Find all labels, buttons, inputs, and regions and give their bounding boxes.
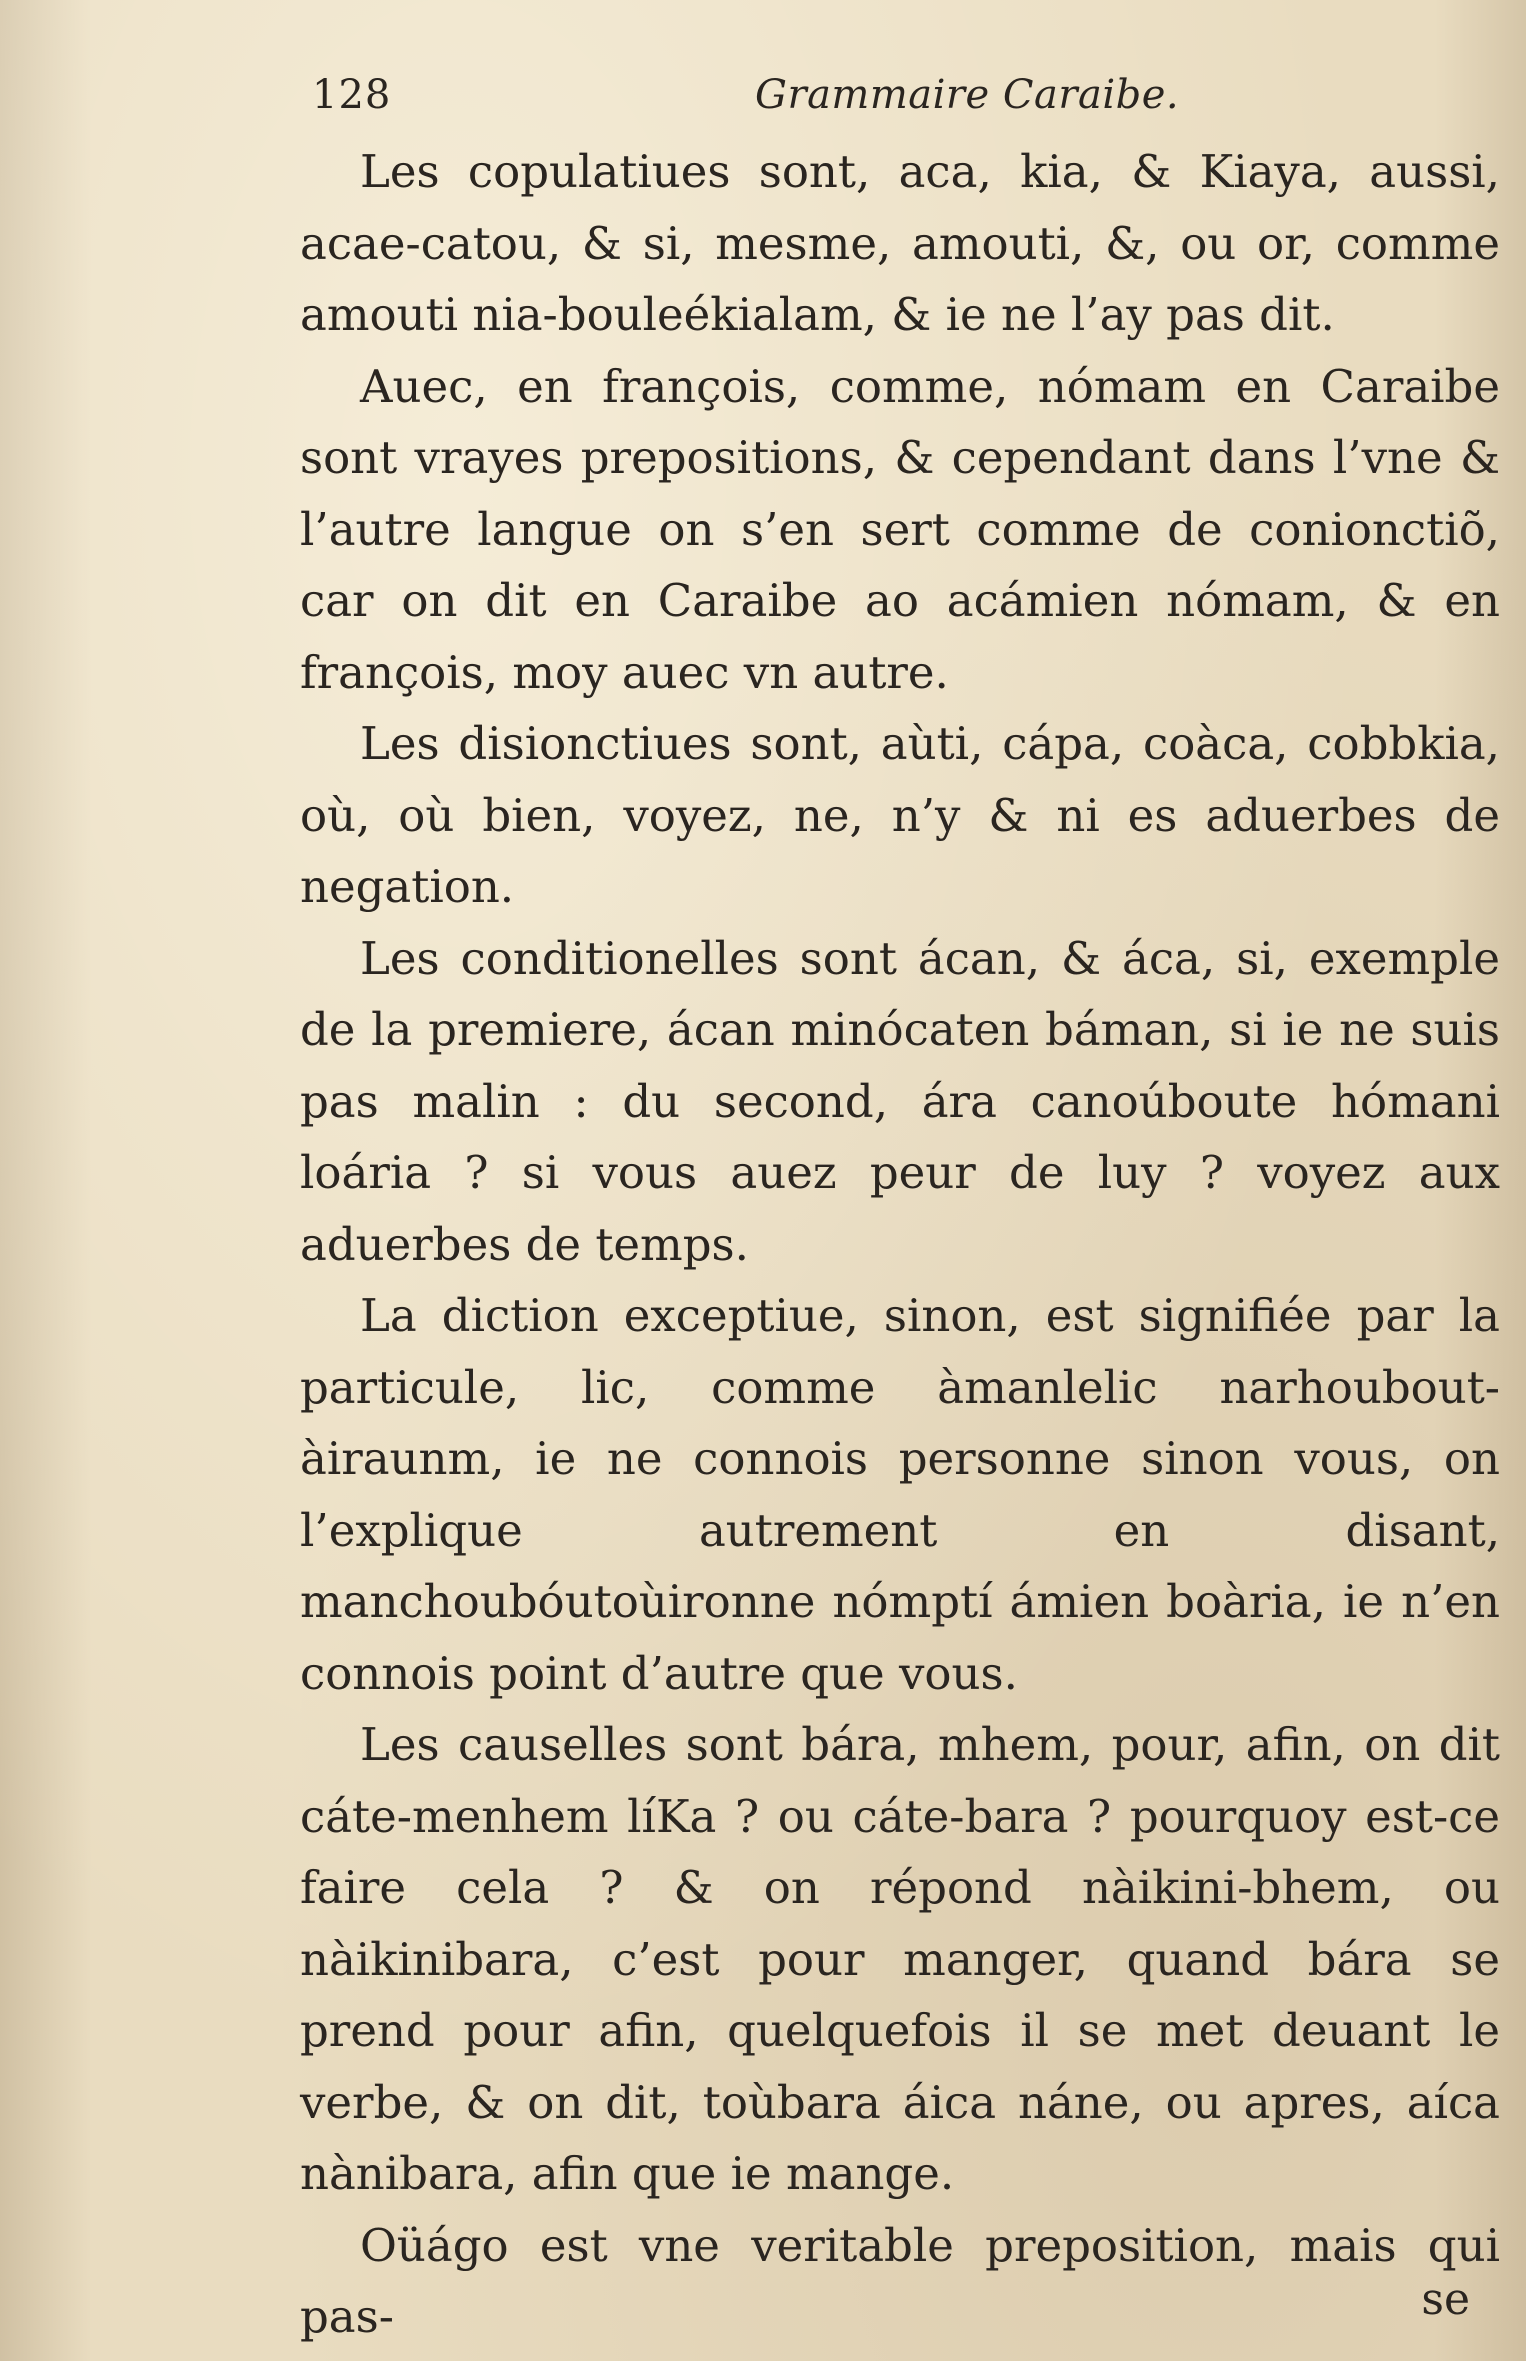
paragraph-auec: Auec, en françois, comme, nómam en Caraibe sont vrayes prepositions, & cependant dans l’vne & l’autre langue on s’en sert comme de conionctiõ, car on dit en Caraibe ao acámien nómam, & en françois, moy auec vn autre.: [300, 359, 1500, 699]
page-header: [300, 60, 1500, 130]
paragraph-causals: Les causelles sont bára, mhem, pour, afin, on dit cáte-menhem líKa ? ou cáte-bara ? pourquoy est-ce faire cela ? & on répond nàikini-bhem, ou nàikinibara, c’est pour manger, quand bára se prend pour afin, quelquefois il se met deuant le verbe, & on dit, toùbara áica náne, ou apres, aíca nànibara, afin que ie mange.: [300, 1718, 1500, 2200]
book-page: [300, 60, 1500, 2343]
paragraph-copulatives: Les copulatiues sont, aca, kia, & Kiaya, aussi, acae-catou, & si, mesme, amouti, &, ou or, comme amouti nia-bouleékialam, & ie ne l’ay pas dit.: [300, 145, 1500, 341]
catchword: se: [1421, 2274, 1470, 2325]
paragraph-conditionals: Les conditionelles sont ácan, & áca, si, exemple de la premiere, ácan minócaten báman, si ie ne suis pas malin : du second, ára canoúboute hómani loária ? si vous auez peur de luy ? voyez aux aduerbes de temps.: [300, 931, 1500, 1271]
body-text: [300, 136, 1500, 2353]
paragraph-ouago: Oüágo est vne veritable preposition, mais qui pas-: [300, 2218, 1500, 2343]
paragraph-exceptive: La diction exceptiue, sinon, est signifiée par la particule, lic, comme àmanlelic narhoubout-àiraunm, ie ne connois personne sinon vous, on l’explique autrement en disant, manchoubóutoùironne nómptí ámien boària, ie n’en connois point d’autre que vous.: [300, 1289, 1500, 1700]
paragraph-disjunctives: Les disionctiues sont, aùti, cápa, coàca, cobbkia, où, où bien, voyez, ne, n’y & ni es aduerbes de negation.: [300, 717, 1500, 913]
page-number: 128: [312, 72, 392, 118]
running-head: Grammaire Caraibe.: [755, 72, 1180, 118]
